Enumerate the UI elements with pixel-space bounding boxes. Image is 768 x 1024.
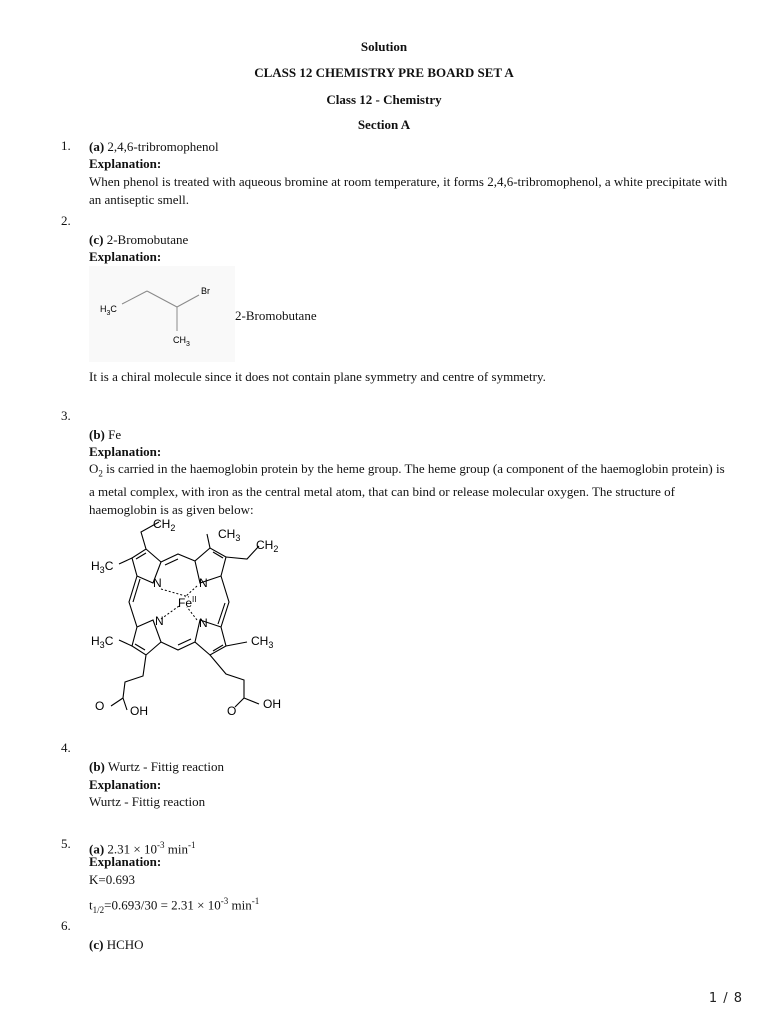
svg-text:N: N: [155, 614, 164, 628]
svg-text:O: O: [227, 704, 237, 718]
answer-6: [89, 936, 729, 954]
answer-option: (b): [89, 759, 105, 774]
svg-text:N: N: [153, 576, 162, 590]
explanation-label: Explanation:: [89, 156, 162, 171]
explanation-text-1: When phenol is treated with aqueous bromine at room temperature, it forms 2,4,6-tribromophenol, a white precipitate with an antiseptic smell.: [89, 174, 728, 207]
answer-option: (a): [89, 139, 105, 154]
svg-text:CH3: $CH_3$: [251, 634, 274, 650]
page-indicator: 1 / 8: [708, 991, 743, 1006]
svg-text:OH: OH: [263, 697, 281, 711]
figure-caption: 2-Bromobutane: [235, 308, 317, 323]
heme-bonds: [111, 522, 259, 710]
answer-1: [89, 138, 729, 156]
explanation-label: Explanation:: [89, 444, 162, 459]
question-number-5: 5.: [61, 836, 71, 851]
answer-5: (a) $2.31 \times 10^{-3}$ $\min^{-1}$: [89, 840, 196, 857]
bromine-label: Br: [201, 286, 210, 296]
svg-text:N: N: [199, 576, 208, 590]
question-number-3: 3.: [61, 408, 71, 423]
class-heading: Class 12 - Chemistry: [326, 92, 442, 107]
bromobutane-structure: [89, 266, 235, 362]
answer-3: [89, 426, 729, 444]
svg-text:CH2: $CH_2$: [256, 538, 279, 554]
explanation-text-4: Wurtz - Fittig reaction: [89, 794, 206, 809]
svg-text:CH2: $CH_2$: [153, 517, 176, 533]
answer-text: 2-Bromobutane: [106, 232, 189, 247]
question-number-1: 1.: [61, 138, 71, 153]
question-number-4: 4.: [61, 740, 71, 755]
answer-option: (c): [89, 232, 104, 247]
svg-text:O: O: [95, 699, 105, 713]
answer-text: 2,4,6-tribromophenol: [107, 139, 219, 154]
answer-4: [89, 758, 729, 776]
svg-text:H3C: $H_3C$: [91, 559, 114, 575]
svg-text:CH3: $CH_3$: [218, 527, 241, 543]
methyl-label-bottom: $CH_3$: [173, 335, 190, 348]
svg-text:FeII: $Fe^{II}$: [178, 595, 197, 610]
svg-text:OH: OH: [130, 704, 148, 718]
explanation-label: Explanation:: [89, 854, 162, 869]
document-title: Solution: [360, 39, 408, 54]
explanation-text-5a: K=0.693: [89, 872, 135, 887]
heme-structure: [89, 514, 289, 720]
answer-text: HCHO: [106, 937, 144, 952]
document-subtitle: CLASS 12 CHEMISTRY PRE BOARD SET A: [254, 65, 514, 80]
methyl-label-left: $H_3C$: [100, 304, 117, 317]
answer-option: (c): [89, 937, 104, 952]
question-number-2: 2.: [61, 213, 71, 228]
explanation-label: Explanation:: [89, 249, 162, 264]
answer-text: Wurtz - Fittig reaction: [107, 759, 224, 774]
explanation-text-2: It is a chiral molecule since it does not contain plane symmetry and centre of symmetry.: [89, 369, 546, 384]
section-heading: Section A: [357, 117, 411, 132]
answer-2: [89, 231, 729, 249]
explanation-text-5b: $t_{1/2}=0.693/30 = 2.31 \times 10^{-3}$ $\min^{-1}$: [89, 896, 260, 915]
heme-atom-labels: [91, 517, 281, 718]
answer-option: (a): [89, 841, 105, 857]
svg-text:N: N: [199, 616, 208, 630]
svg-text:H3C: $H_3C$: [91, 634, 114, 650]
explanation-text-3: $O_2$ is carried in the haemoglobin protein by the heme group. The heme group (a component of the haemoglobin protein) is a metal complex, with iron as the central metal atom, that can bind or release molecular oxygen. The structure of haemoglobin is as given below:: [89, 461, 725, 517]
question-number-6: 6.: [61, 918, 71, 933]
explanation-label: Explanation:: [89, 777, 162, 792]
figure-background: [89, 266, 235, 362]
answer-text: Fe: [108, 427, 122, 442]
answer-option: (b): [89, 427, 105, 442]
